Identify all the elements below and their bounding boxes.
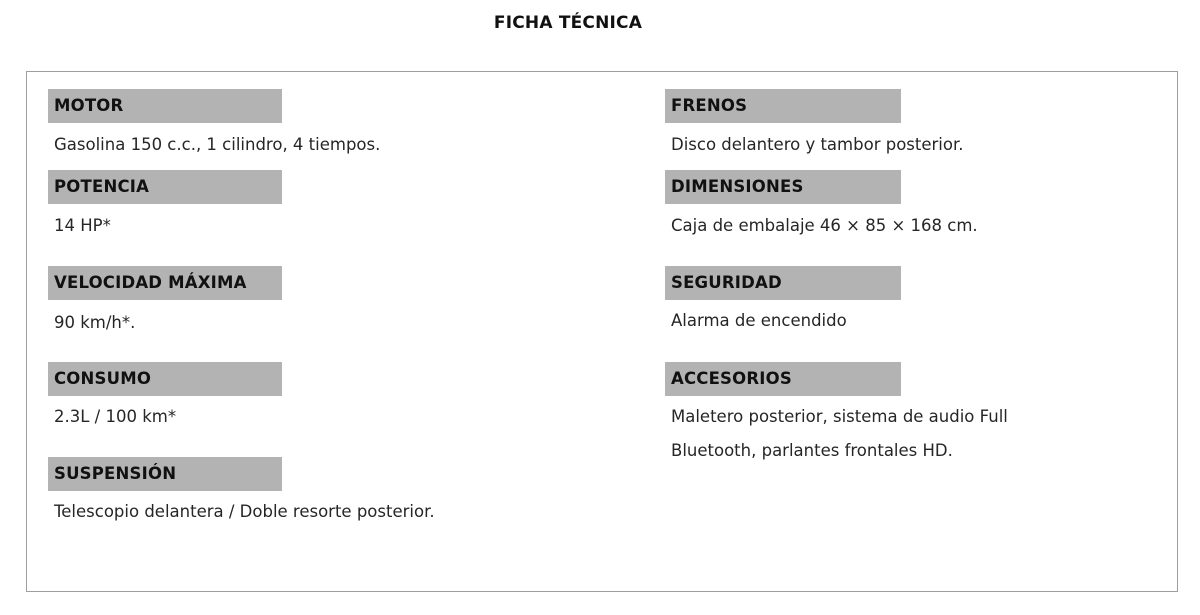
spec-label: DIMENSIONES	[665, 170, 901, 204]
spec-label: CONSUMO	[48, 362, 282, 396]
page-title: FICHA TÉCNICA	[493, 13, 643, 33]
spec-value: 90 km/h*.	[54, 313, 136, 332]
spec-label: VELOCIDAD MÁXIMA	[48, 266, 282, 300]
spec-value: Caja de embalaje 46 × 85 × 168 cm.	[671, 216, 978, 235]
spec-label: SUSPENSIÓN	[48, 457, 282, 491]
spec-label: MOTOR	[48, 89, 282, 123]
spec-label: POTENCIA	[48, 170, 282, 204]
spec-value-line-1: Maletero posterior, sistema de audio Full	[671, 407, 1008, 426]
spec-label: SEGURIDAD	[665, 266, 901, 300]
spec-value: Telescopio delantera / Doble resorte posterior.	[54, 502, 435, 521]
spec-table-frame	[26, 71, 1178, 592]
spec-value-line-2: Bluetooth, parlantes frontales HD.	[671, 441, 953, 460]
spec-label: ACCESORIOS	[665, 362, 901, 396]
spec-label: FRENOS	[665, 89, 901, 123]
spec-value: 2.3L / 100 km*	[54, 407, 177, 426]
spec-value: Gasolina 150 c.c., 1 cilindro, 4 tiempos.	[54, 135, 381, 154]
spec-value: Alarma de encendido	[671, 311, 847, 330]
spec-value: 14 HP*	[54, 216, 111, 235]
spec-value: Disco delantero y tambor posterior.	[671, 135, 964, 154]
